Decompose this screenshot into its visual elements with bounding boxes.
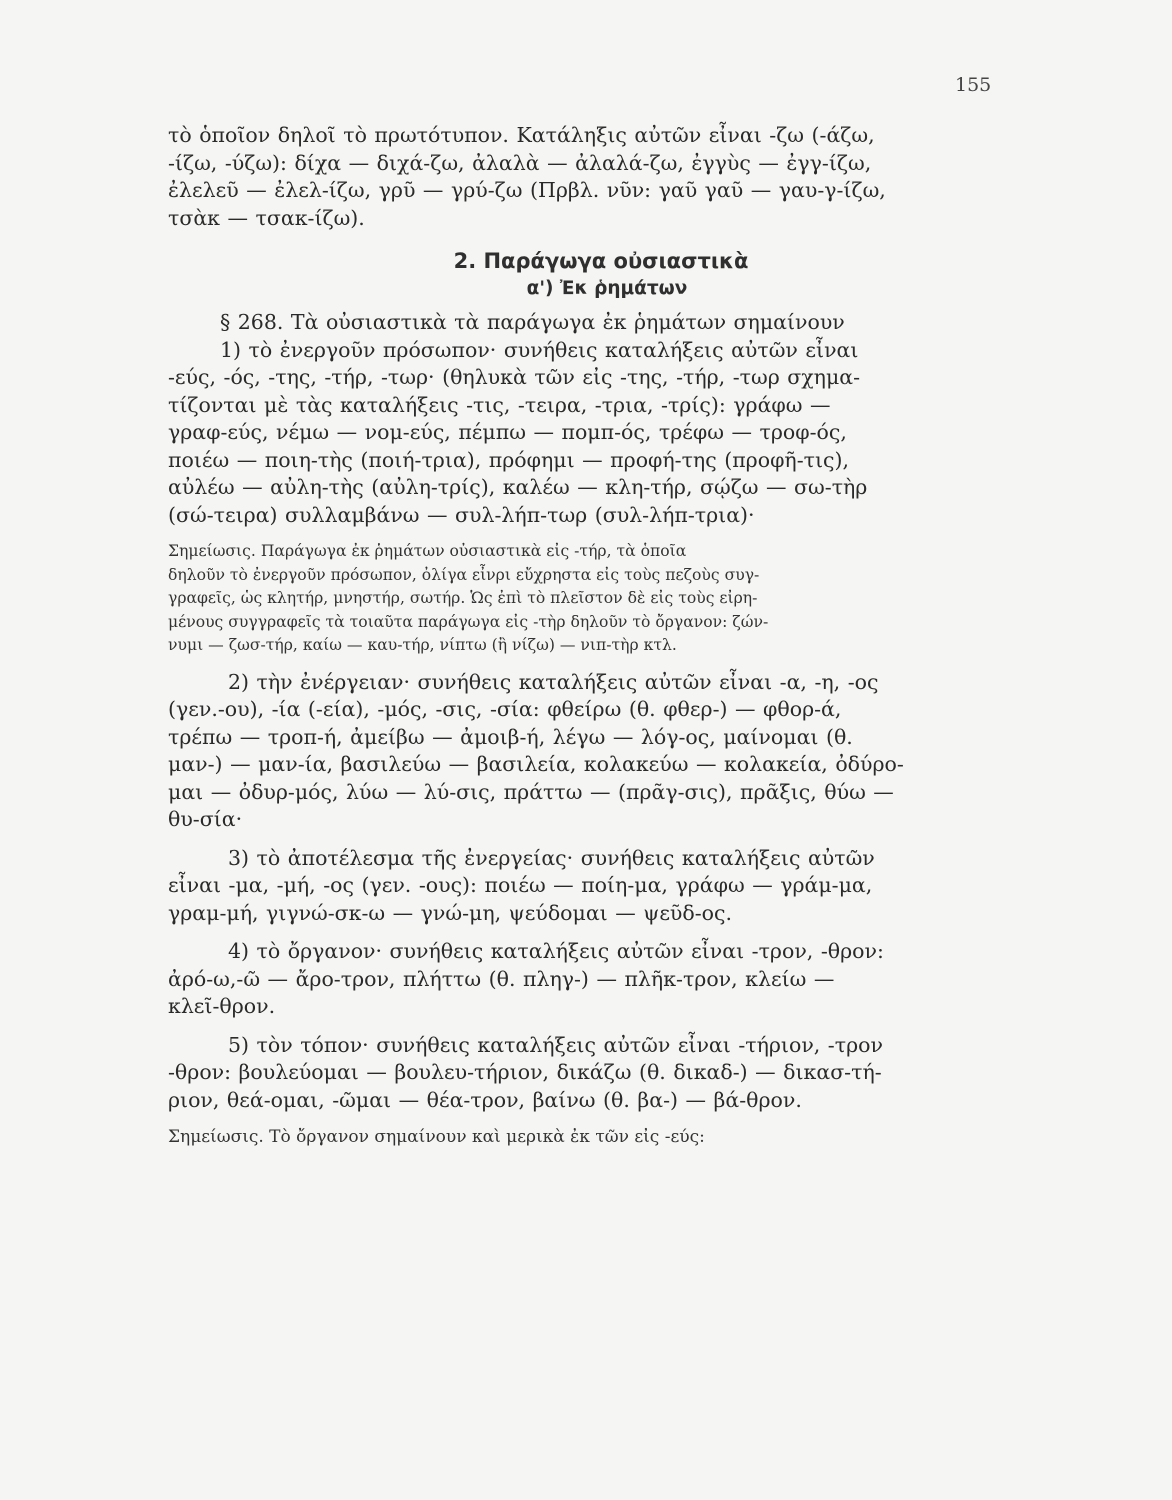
- text-line: τρέπω — τροπ-ή, ἀμείβω — ἀμοιβ-ή, λέγω — λόγ-ος, μαίνομαι (θ.: [168, 724, 853, 749]
- text-line: 3) τὸ ἀποτέλεσμα τῆς ἐνεργείας· συνήθεις καταλήξεις αὐτῶν: [228, 845, 875, 870]
- text-line: -εύς, -ός, -της, -τήρ, -τωρ· (θηλυκὰ τῶν εἰς -της, -τήρ, -τωρ σχημα-: [168, 365, 861, 389]
- subsection-heading: α') Ἐκ ῥημάτων: [526, 278, 688, 299]
- text-line: τὸ ὁποῖον δηλοῖ τὸ πρωτότυπον. Κατάληξις αὐτῶν εἶναι -ζω (-άζω,: [168, 123, 875, 147]
- page-body: [168, 122, 1016, 1150]
- section-2-energy: [168, 669, 1016, 834]
- section-heading: 2. Παράγωγα οὐσιαστικὰ: [453, 249, 749, 273]
- text-line: γραμ-μή, γιγνώ-σκ-ω — γνώ-μη, ψεύδομαι — ψεῦδ-ος.: [168, 900, 733, 925]
- text-line: αὐλέω — αὐλη-τὴς (αὐλη-τρίς), καλέω — κλη-τήρ, σῴζω — σω-τὴρ: [168, 475, 868, 499]
- text-line: -θρον: βουλεύομαι — βουλευ-τήριον, δικάζω (θ. δικαδ-) — δικασ-τή-: [168, 1060, 882, 1084]
- section-5-place: [168, 1032, 1016, 1115]
- note-line: μένους συγγραφεῖς τὰ τοιαῦτα παράγωγα εἰς -τὴρ δηλοῦν τὸ ὄργανον: ζών-: [168, 612, 769, 631]
- text-line: ἐλελεῦ — ἐλελ-ίζω, γρῦ — γρύ-ζω (Πρβλ. νῦν: γαῦ γαῦ — γαυ-γ-ίζω,: [168, 178, 886, 202]
- intro-paragraph: [168, 122, 1016, 232]
- note-line: δηλοῦν τὸ ἐνεργοῦν πρόσωπον, ὀλίγα εἶνρι εὔχρηστα εἰς τοὺς πεζοὺς συγ-: [168, 565, 760, 584]
- page-number: 155: [955, 74, 992, 96]
- text-line: 1) τὸ ἐνεργοῦν πρόσωπον· συνήθεις καταλήξεις αὐτῶν εἶναι: [220, 337, 859, 362]
- text-line: θυ-σία·: [168, 807, 243, 831]
- note-block: [168, 540, 1016, 658]
- text-line: μαι — ὀδυρ-μός, λύω — λύ-σις, πράττω — (πρᾶγ-σις), πρᾶξις, θύω —: [168, 779, 894, 804]
- text-line: (σώ-τειρα) συλλαμβάνω — συλ-λήπ-τωρ (συλ-λήπ-τρια)·: [168, 502, 755, 527]
- text-line: 5) τὸν τόπον· συνήθεις καταλήξεις αὐτῶν εἶναι -τήριον, -τρον: [228, 1032, 883, 1057]
- text-line: μαν-) — μαν-ία, βασιλεύω — βασιλεία, κολακεύω — κολακεία, ὀδύρο-: [168, 752, 904, 776]
- section-3-result: [168, 845, 1016, 928]
- text-line: (γεν.-ου), -ία (-εία), -μός, -σις, -σία: φθείρω (θ. φθερ-) — φθορ-ά,: [168, 697, 842, 721]
- section-4-instrument: [168, 938, 1016, 1021]
- text-line: 4) τὸ ὄργανον· συνήθεις καταλήξεις αὐτῶν εἶναι -τρον, -θρον:: [228, 939, 884, 963]
- text-line: -ίζω, -ύζω): δίχα — διχά-ζω, ἀλαλὰ — ἀλαλά-ζω, ἐγγὺς — ἐγγ-ίζω,: [168, 150, 872, 175]
- note-line: γραφεῖς, ὡς κλητήρ, μνηστήρ, σωτήρ. Ὡς ἐπὶ τὸ πλεῖστον δὲ εἰς τοὺς εἰρη-: [168, 589, 758, 607]
- note-line: νυμι — ζωσ-τήρ, καίω — καυ-τήρ, νίπτω (ἢ νίζω) — νιπ-τὴρ κτλ.: [168, 636, 677, 654]
- text-line: κλεῖ-θρον.: [168, 994, 276, 1018]
- note-line: Σημείωσις. Παράγωγα ἐκ ῥημάτων οὐσιαστικὰ εἰς -τήρ, τὰ ὁποῖα: [168, 542, 687, 560]
- text-line: εἶναι -μα, -μή, -ος (γεν. -ους): ποιέω — ποίη-μα, γράφω — γράμ-μα,: [168, 873, 873, 897]
- section-268: [168, 309, 1016, 529]
- text-line: ἀρό-ω,-ῶ — ἄρο-τρον, πλήττω (θ. πληγ-) — πλῆκ-τρον, κλείω —: [168, 966, 835, 991]
- text-line: 2) τὴν ἐνέργειαν· συνήθεις καταλήξεις αὐτῶν εἶναι -α, -η, -ος: [228, 669, 879, 694]
- text-line: ποιέω — ποιη-τὴς (ποιή-τρια), πρόφημι — προφή-της (προφῆ-τις),: [168, 447, 850, 472]
- text-line: γραφ-εύς, νέμω — νομ-εύς, πέμπω — πομπ-ός, τρέφω — τροφ-ός,: [168, 420, 847, 444]
- text-line: τσὰκ — τσακ-ίζω).: [168, 205, 365, 230]
- text-line: ριον, θεά-ομαι, -ῶμαι — θέα-τρον, βαίνω (θ. βα-) — βά-θρον.: [168, 1087, 802, 1112]
- note-line: Σημείωσις. Τὸ ὄργανον σημαίνουν καὶ μερικὰ ἐκ τῶν εἰς -εύς:: [168, 1127, 705, 1147]
- text-line: § 268. Τὰ οὐσιαστικὰ τὰ παράγωγα ἐκ ῥημάτων σημαίνουν: [220, 310, 845, 334]
- text-line: τίζονται μὲ τὰς καταλήξεις -τις, -τειρα, -τρια, -τρίς): γράφω —: [168, 392, 831, 417]
